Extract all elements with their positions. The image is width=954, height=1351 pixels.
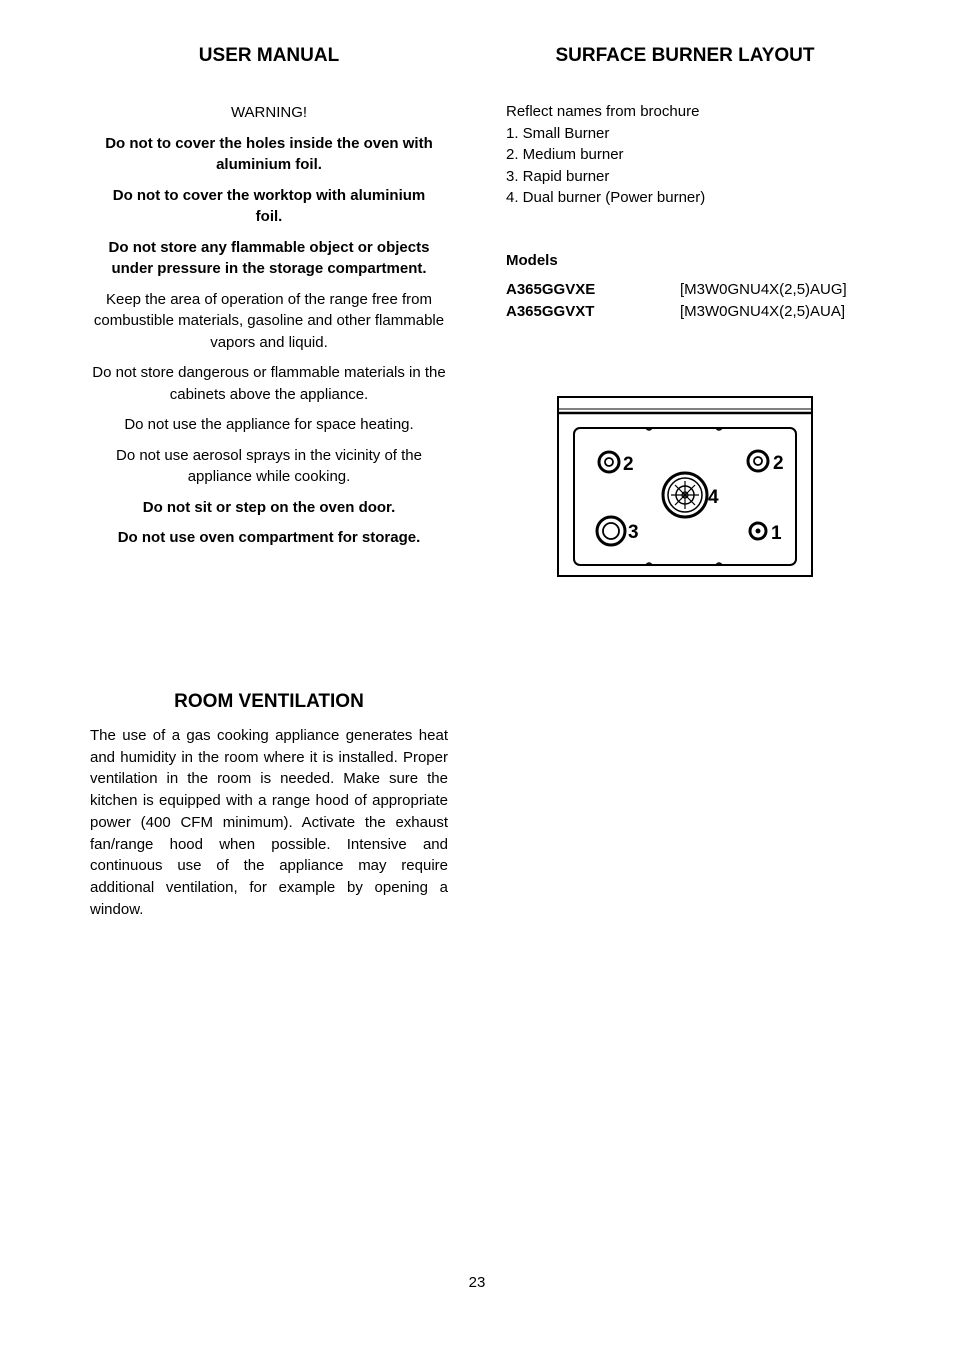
burner-label: 1 (771, 523, 782, 544)
warning-item: Do not store any flammable object or objects under pressure in the storage compartment. (108, 238, 430, 277)
warning-item: Keep the area of operation of the range free from combustible materials, gasoline and other flammable vapors and liquid. (93, 290, 445, 351)
warning-item: Do not use oven compartment for storage. (117, 529, 421, 546)
burner-list-intro: Reflect names from brochure (506, 103, 700, 120)
burner-list-item: 1. Small Burner (506, 124, 610, 142)
ventilation-title: ROOM VENTILATION (174, 691, 364, 712)
warning-item: Do not use aerosol sprays in the vicinity of the appliance while cooking. (116, 446, 422, 485)
page-number: 23 (468, 1274, 486, 1291)
model-row (506, 279, 866, 301)
ventilation-text: The use of a gas cooking appliance generates heat and humidity in the room where it is installed. Proper ventilation in the room is needed. Make sure the kitchen is equipped with a range hood of appropriate power (400 CFM minimum). Activate the exhaust fan/range hood when possible. Intensive and continuous use of the appliance may require additional ventilation, for example by opening a window. (90, 727, 448, 918)
burner-label: 3 (628, 522, 639, 543)
burner-list-item: 4. Dual burner (Power burner) (506, 189, 706, 206)
model-spec: [M3W0GNU4X(2,5)AUA] (680, 303, 846, 320)
model-code: A365GGVXT (506, 303, 595, 320)
models-title: Models (506, 252, 558, 269)
left-section-title: USER MANUAL (198, 45, 340, 66)
burner-list (506, 101, 705, 209)
right-section-title: SURFACE BURNER LAYOUT (555, 45, 815, 66)
model-spec: [M3W0GNU4X(2,5)AUG] (680, 281, 847, 298)
burner-label: 2 (773, 453, 784, 474)
burner-list-item: 3. Rapid burner (506, 167, 610, 185)
burner-label: 4 (708, 487, 719, 508)
warning-item: Do not to cover the holes inside the oven with aluminium foil. (105, 134, 433, 173)
model-row (506, 301, 866, 323)
burner-label: 2 (623, 454, 634, 475)
warning-section (90, 102, 448, 558)
warning-heading: WARNING! (230, 104, 308, 121)
burner-layout-diagram (556, 395, 814, 579)
warning-item: Do not to cover the worktop with aluminium foil. (112, 186, 426, 225)
warning-item: Do not store dangerous or flammable materials in the cabinets above the appliance. (92, 364, 446, 403)
warning-item: Do not sit or step on the oven door. (142, 498, 396, 516)
burner-list-item: 2. Medium burner (506, 146, 624, 163)
model-code: A365GGVXE (506, 281, 596, 298)
warning-item: Do not use the appliance for space heating. (124, 416, 414, 433)
